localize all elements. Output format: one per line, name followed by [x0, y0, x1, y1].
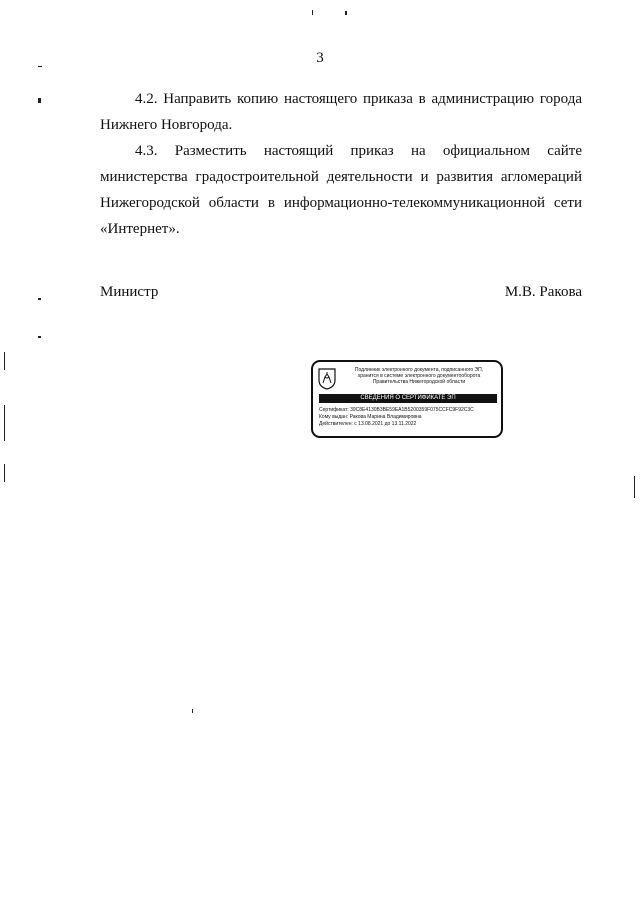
scan-mark [4, 405, 5, 441]
stamp-header-line: Подлинник электронного документа, подписанного ЭП, [354, 367, 484, 373]
stamp-certificate-row: Сертификат: 39C8E4130B3BE59EA1B5200359F075CCFC9F92C3C [319, 407, 474, 413]
signatory-title: Министр [100, 284, 159, 300]
scan-mark [4, 352, 5, 370]
stamp-issued-to-row: Кому выдан: Ракова Марина Владимировна [319, 414, 422, 420]
paragraph-4-2: 4.2. Направить копию настоящего приказа в администрацию города Нижнего Новгорода. [100, 91, 582, 133]
paragraph-4-3: 4.3. Разместить настоящий приказ на официальном сайте министерства градостроительной деятельности и развития агломераций Нижегородской области в информационно-телекоммуникационной сети «Интернет». [100, 143, 582, 237]
stamp-details [319, 407, 499, 428]
page-number: 3 [316, 50, 324, 66]
stamp-certificate-bar: СВЕДЕНИЯ О СЕРТИФИКАТЕ ЭП [319, 394, 497, 403]
signatory-name: М.В. Ракова [504, 284, 582, 300]
scan-mark [345, 11, 347, 15]
scan-mark [312, 10, 313, 15]
scan-mark [38, 98, 41, 103]
stamp-header [338, 367, 500, 385]
e-signature-stamp [311, 360, 503, 438]
scan-mark [38, 336, 41, 338]
scan-mark [634, 476, 635, 498]
coat-of-arms-icon [318, 368, 336, 390]
scan-mark [192, 709, 193, 713]
stamp-header-line: хранится в системе электронного документооборота [357, 373, 481, 379]
stamp-valid-row: Действителен: с 13.08.2021 до 13.11.2022 [319, 421, 417, 427]
stamp-header-line: Правительства Нижегородской области [372, 379, 466, 385]
scan-mark [4, 464, 5, 482]
scan-mark [38, 298, 41, 300]
